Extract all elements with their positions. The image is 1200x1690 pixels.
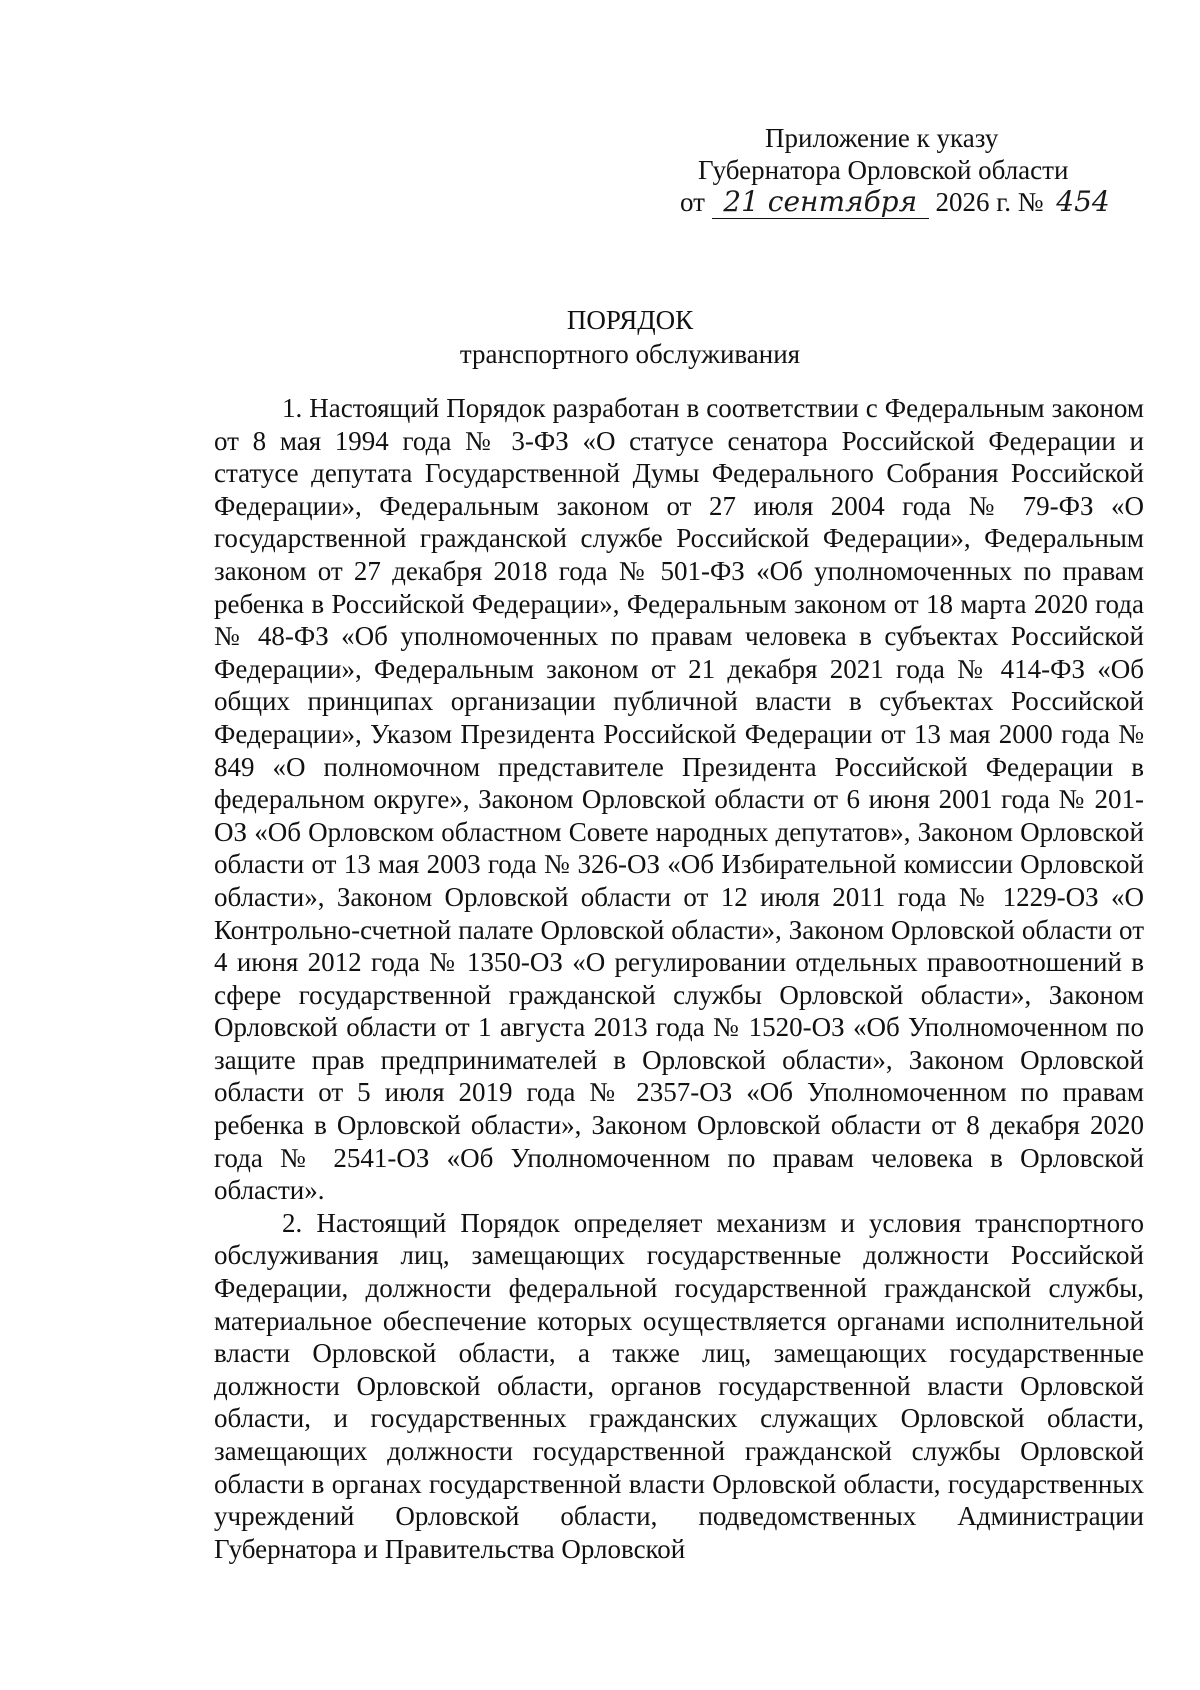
title-subheading: транспортного обслуживания [459,339,801,369]
appendix-line-1: Приложение к указу [765,123,999,153]
appendix-header [680,122,1110,219]
title-heading: ПОРЯДОК [566,305,694,335]
handwritten-number: 454 [1056,185,1110,218]
document-body [214,392,1144,1565]
document-title [0,303,1200,371]
handwritten-date: 21 сентября [712,186,929,219]
year-and-number-label: 2026 г. № [935,187,1044,217]
appendix-date-line [680,185,1110,219]
appendix-line-2: Губернатора Орловской области [698,155,1069,185]
paragraph-2: 2. Настоящий Порядок определяет механизм и условия транспортного обслуживания лиц, замещающих государственные должности Российской Федерации, должности федеральной государственной гражданской службы, материальное обеспечение которых осуществляется органами исполнительной власти Орловской области, а также лиц, замещающих государственные должности Орловской области, органов государственной власти Орловской области, и государственных гражданских служащих Орловской области, замещающих должности государственной гражданской службы Орловской области в органах государственной власти Орловской области, государственных учреждений Орловской области, подведомственных Администрации Губернатора и Правительства Орловской [214,1207,1144,1564]
paragraph-1: 1. Настоящий Порядок разработан в соответствии с Федеральным законом от 8 мая 1994 года № 3-ФЗ «О статусе сенатора Российской Федерации и статусе депутата Государственной Думы Федерального Собрания Российской Федерации», Федеральным законом от 27 июля 2004 года № 79-ФЗ «О государственной гражданской службе Российской Федерации», Федеральным законом от 27 декабря 2018 года № 501-ФЗ «Об уполномоченных по правам ребенка в Российской Федерации», Федеральным законом от 18 марта 2020 года № 48-ФЗ «Об уполномоченных по правам человека в субъектах Российской Федерации», Федеральным законом от 21 декабря 2021 года № 414-ФЗ «Об общих принципах организации публичной власти в субъектах Российской Федерации», Указом Президента Российской Федерации от 13 мая 2000 года № 849 «О полномочном представителе Президента Российской Федерации в федеральном округе», Законом Орловской области от 6 июня 2001 года № 201-ОЗ «Об Орловском областном Совете народных депутатов», Законом Орловской области от 13 мая 2003 года № 326-ОЗ «Об Избирательной комиссии Орловской области», Законом Орловской области от 12 июля 2011 года № 1229-ОЗ «О Контрольно-счетной палате Орловской области», Законом Орловской области от 4 июня 2012 года № 1350-ОЗ «О регулировании отдельных правоотношений в сфере государственной гражданской службы Орловской области», Законом Орловской области от 1 августа 2013 года № 1520-ОЗ «Об Уполномоченном по защите прав предпринимателей в Орловской области», Законом Орловской области от 5 июля 2019 года № 2357-ОЗ «Об Уполномоченном по правам ребенка в Орловской области», Законом Орловской области от 8 декабря 2020 года № 2541-ОЗ «Об Уполномоченном по правам человека в Орловской области». [214,393,1144,1206]
from-prefix: от [680,187,705,217]
